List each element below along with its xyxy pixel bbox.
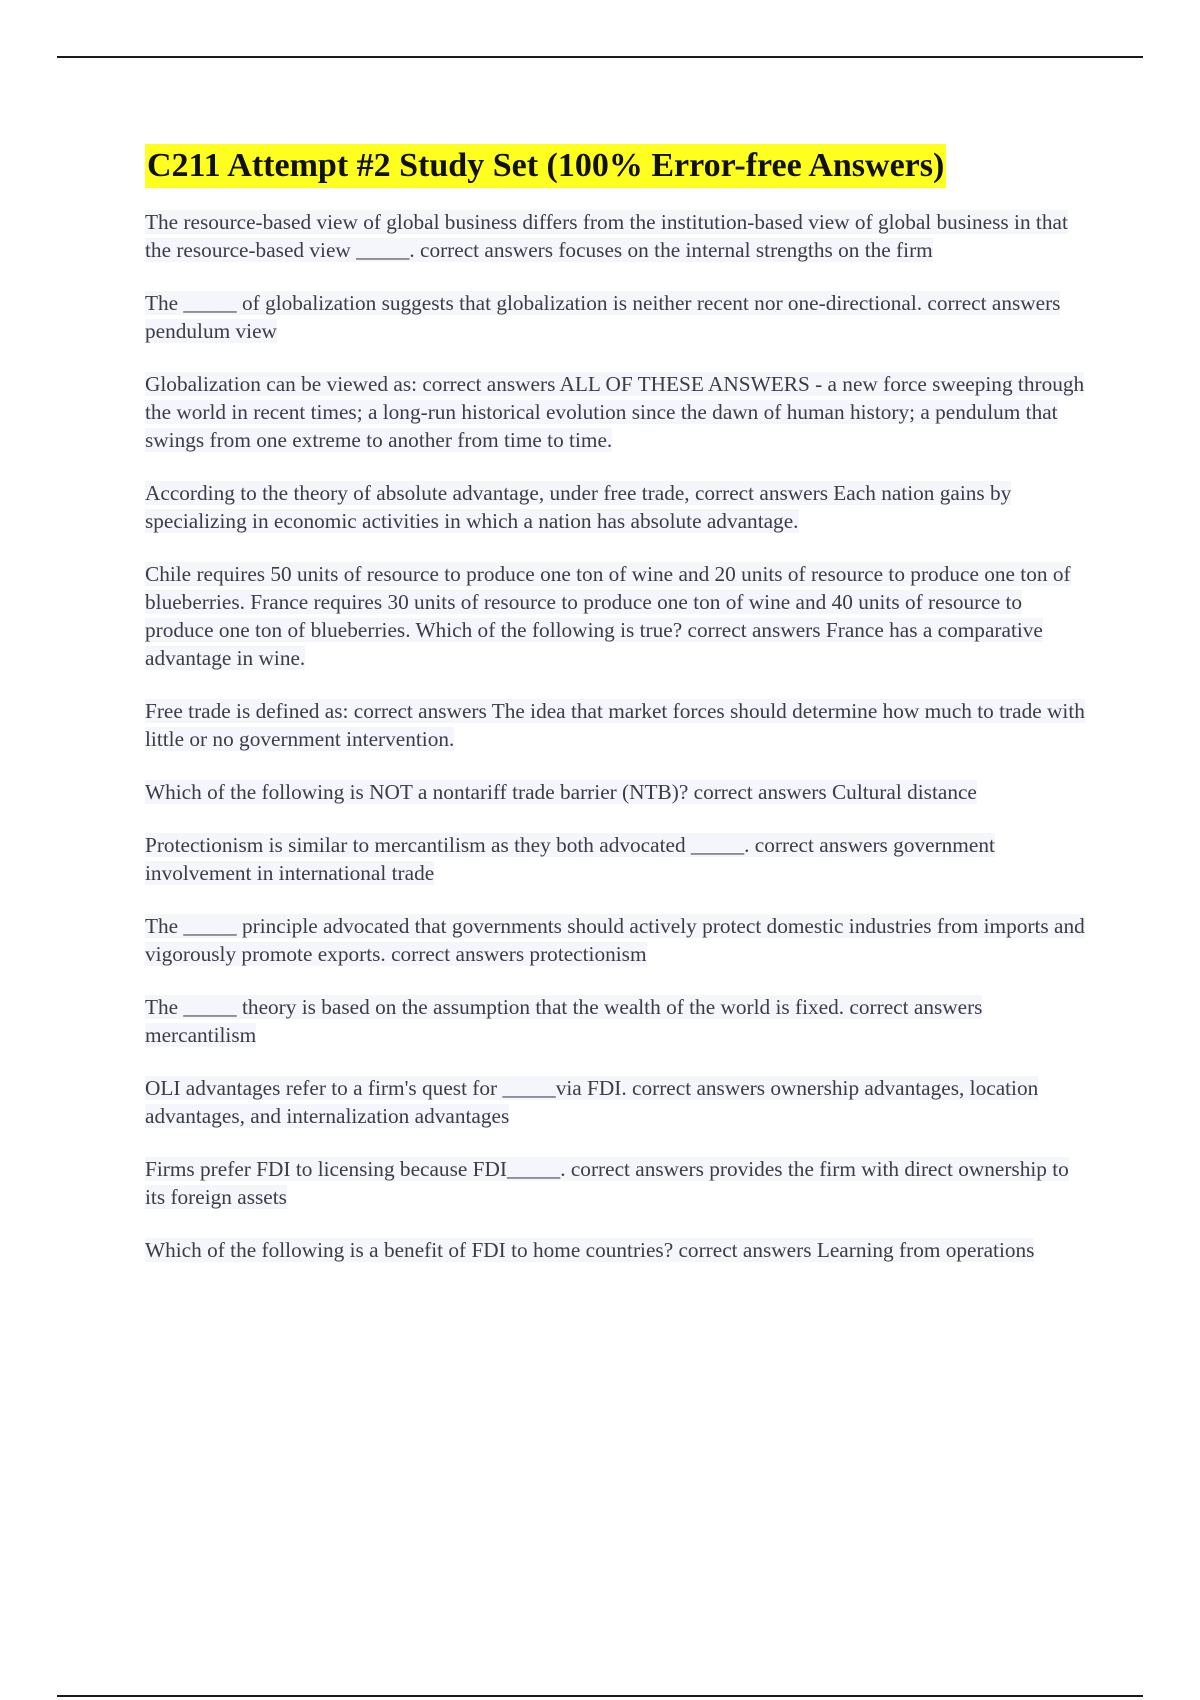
qa-list bbox=[145, 208, 1090, 1264]
qa-item-2: The _____ of globalization suggests that globalization is neither recent nor one-directional. correct answers pendulum view bbox=[145, 291, 1061, 343]
qa-item-12: Firms prefer FDI to licensing because FDI_____. correct answers provides the firm with direct ownership to its foreign assets bbox=[145, 1157, 1069, 1209]
qa-item-1: The resource-based view of global business differs from the institution-based view of global business in that the resource-based view _____. correct answers focuses on the internal strengths on the firm bbox=[145, 210, 1068, 262]
document-body bbox=[145, 144, 1090, 1289]
qa-item-13: Which of the following is a benefit of FDI to home countries? correct answers Learning from operations bbox=[145, 1238, 1035, 1262]
qa-item-8: Protectionism is similar to mercantilism as they both advocated _____. correct answers government involvement in international trade bbox=[145, 833, 995, 885]
qa-item-5: Chile requires 50 units of resource to produce one ton of wine and 20 units of resource to produce one ton of blueberries. France requires 30 units of resource to produce one ton of wine and 40 units of resource to produce one ton of blueberries. Which of the following is true? correct answers France has a comparative advantage in wine. bbox=[145, 562, 1071, 670]
qa-item-11: OLI advantages refer to a firm's quest for _____via FDI. correct answers ownership advantages, location advantages, and internalization advantages bbox=[145, 1076, 1039, 1128]
qa-item-7: Which of the following is NOT a nontariff trade barrier (NTB)? correct answers Cultural distance bbox=[145, 780, 977, 804]
qa-item-6: Free trade is defined as: correct answers The idea that market forces should determine how much to trade with little or no government intervention. bbox=[145, 699, 1085, 751]
qa-item-9: The _____ principle advocated that governments should actively protect domestic industries from imports and vigorously promote exports. correct answers protectionism bbox=[145, 914, 1085, 966]
bottom-rule bbox=[57, 1695, 1143, 1697]
qa-item-4: According to the theory of absolute advantage, under free trade, correct answers Each nation gains by specializing in economic activities in which a nation has absolute advantage. bbox=[145, 481, 1012, 533]
qa-item-10: The _____ theory is based on the assumption that the wealth of the world is fixed. correct answers mercantilism bbox=[145, 995, 983, 1047]
qa-item-3: Globalization can be viewed as: correct answers ALL OF THESE ANSWERS - a new force sweeping through the world in recent times; a long-run historical evolution since the dawn of human history; a pendulum that swings from one extreme to another from time to time. bbox=[145, 372, 1085, 452]
top-rule bbox=[57, 56, 1143, 58]
document-title: C211 Attempt #2 Study Set (100% Error-free Answers) bbox=[145, 144, 946, 188]
